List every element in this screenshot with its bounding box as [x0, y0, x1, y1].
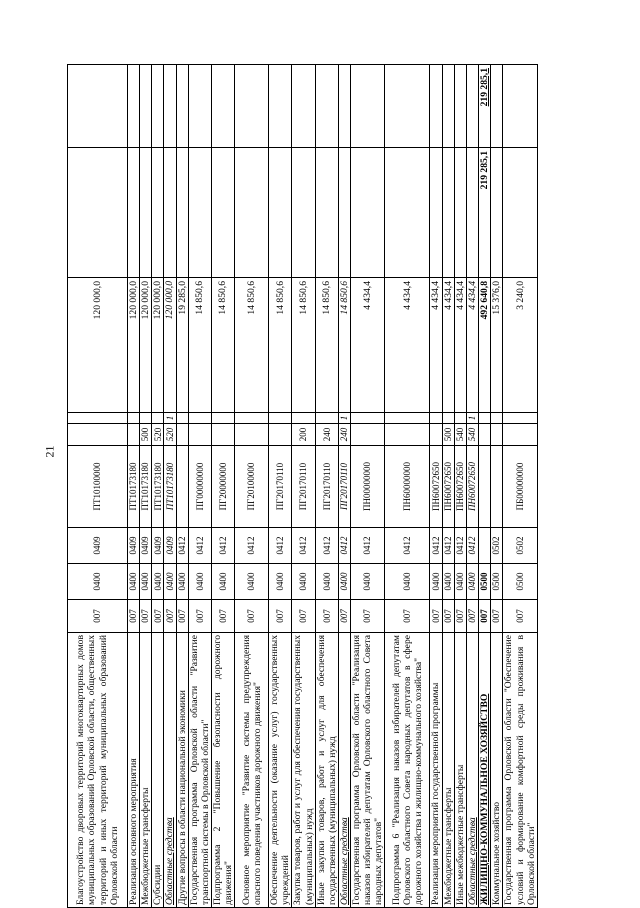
row-subsection-code: 0409 — [68, 528, 128, 564]
row-admin-code: 007 — [503, 600, 538, 633]
row-admin-code: 007 — [211, 600, 234, 633]
row-name: Областные средства — [338, 633, 350, 908]
row-expense-type — [68, 424, 128, 446]
row-expense-type — [478, 424, 490, 446]
row-admin-code: 007 — [292, 600, 315, 633]
row-target-article: ПТ10100000 — [68, 446, 128, 528]
row-expense-type: 200 — [292, 424, 315, 446]
row-target-article: ПН60072650 — [466, 446, 478, 528]
row-amount-3 — [442, 65, 454, 148]
row-subsection-code: 0409 — [140, 528, 152, 564]
row-name: Благоустройство дворовых территорий многоквартирных домов муниципальных образований Орловской области, общественных территорий и иных территорий муниципальных образований Орловской области — [68, 633, 128, 908]
row-subsection-code: 0412 — [351, 528, 385, 564]
row-section-code: 0400 — [235, 564, 269, 600]
row-amount-3 — [211, 65, 234, 148]
row-amount-2 — [351, 148, 385, 278]
row-amount-1: 4 434,4 — [385, 278, 430, 413]
row-target-article: ПН60000000 — [385, 446, 430, 528]
row-section-code: 0400 — [188, 564, 211, 600]
row-amount-3 — [68, 65, 128, 148]
row-amount-3 — [466, 65, 478, 148]
row-source-code — [269, 413, 292, 424]
table-row — [176, 65, 188, 908]
row-section-code: 0400 — [128, 564, 140, 600]
row-expense-type: 240 — [338, 424, 350, 446]
row-expense-type — [188, 424, 211, 446]
row-amount-1: 120 000,0 — [68, 278, 128, 413]
row-amount-1: 14 850,6 — [269, 278, 292, 413]
row-target-article: ПН60072650 — [442, 446, 454, 528]
row-admin-code: 007 — [68, 600, 128, 633]
row-admin-code: 007 — [491, 600, 503, 633]
row-admin-code: 007 — [188, 600, 211, 633]
row-amount-3 — [128, 65, 140, 148]
table-row — [269, 65, 292, 908]
table-row — [68, 65, 128, 908]
rotated-page — [67, 65, 567, 908]
row-target-article — [478, 446, 490, 528]
row-target-article — [176, 446, 188, 528]
row-target-article: ПГ20100000 — [235, 446, 269, 528]
row-admin-code: 007 — [385, 600, 430, 633]
row-section-code: 0400 — [152, 564, 164, 600]
row-subsection-code: 0412 — [430, 528, 442, 564]
row-admin-code: 007 — [338, 600, 350, 633]
row-section-code: 0400 — [338, 564, 350, 600]
row-section-code: 0400 — [385, 564, 430, 600]
row-expense-type — [235, 424, 269, 446]
row-source-code — [442, 413, 454, 424]
row-name: Областные средства — [164, 633, 176, 908]
row-source-code — [68, 413, 128, 424]
row-amount-3 — [454, 65, 466, 148]
row-name: Областные средства — [466, 633, 478, 908]
row-section-code: 0400 — [351, 564, 385, 600]
table-row — [292, 65, 315, 908]
row-section-code: 0400 — [466, 564, 478, 600]
row-subsection-code: 0412 — [315, 528, 338, 564]
row-subsection-code: 0502 — [491, 528, 503, 564]
row-expense-type: 500 — [442, 424, 454, 446]
row-subsection-code: 0409 — [128, 528, 140, 564]
row-amount-3 — [188, 65, 211, 148]
row-source-code — [188, 413, 211, 424]
row-source-code — [140, 413, 152, 424]
row-source-code: 1 — [466, 413, 478, 424]
row-source-code — [152, 413, 164, 424]
row-amount-1: 120 000,0 — [164, 278, 176, 413]
row-amount-3: 219 285,1 — [478, 65, 490, 148]
row-section-code: 0400 — [140, 564, 152, 600]
row-amount-2 — [491, 148, 503, 278]
row-expense-type: 520 — [152, 424, 164, 446]
row-subsection-code: 0409 — [164, 528, 176, 564]
row-section-code: 0400 — [292, 564, 315, 600]
row-admin-code: 007 — [351, 600, 385, 633]
row-name: Государственная программа Орловской области "Развитие транспортной системы в Орловской области" — [188, 633, 211, 908]
row-amount-3 — [235, 65, 269, 148]
row-target-article: ПГ20170110 — [292, 446, 315, 528]
table-row — [430, 65, 442, 908]
row-subsection-code: 0412 — [269, 528, 292, 564]
row-amount-1: 4 434,4 — [430, 278, 442, 413]
row-expense-type — [491, 424, 503, 446]
row-expense-type: 240 — [315, 424, 338, 446]
row-amount-2 — [466, 148, 478, 278]
row-expense-type — [128, 424, 140, 446]
row-name: ЖИЛИЩНО-КОММУНАЛЬНОЕ ХОЗЯЙСТВО — [478, 633, 490, 908]
row-name: Иные межбюджетные трансферты — [454, 633, 466, 908]
table-row — [503, 65, 538, 908]
row-amount-1: 14 850,6 — [188, 278, 211, 413]
row-amount-3 — [385, 65, 430, 148]
row-amount-2 — [315, 148, 338, 278]
row-amount-3 — [503, 65, 538, 148]
row-amount-3 — [315, 65, 338, 148]
row-amount-1: 120 000,0 — [140, 278, 152, 413]
row-amount-3 — [430, 65, 442, 148]
budget-table-container — [67, 65, 567, 908]
row-amount-1: 3 240,0 — [503, 278, 538, 413]
row-target-article: ПГ20170110 — [269, 446, 292, 528]
row-name: Государственная программа Орловской области "Обеспечение условий и формирование комфортной среды проживания в Орловской области" — [503, 633, 538, 908]
row-target-article: ПН60072650 — [430, 446, 442, 528]
row-subsection-code: 0412 — [338, 528, 350, 564]
table-row — [164, 65, 176, 908]
row-expense-type: 500 — [140, 424, 152, 446]
row-source-code — [491, 413, 503, 424]
row-target-article — [491, 446, 503, 528]
row-name: Межбюджетные трансферты — [442, 633, 454, 908]
row-source-code: 1 — [164, 413, 176, 424]
row-admin-code: 007 — [140, 600, 152, 633]
row-admin-code: 007 — [454, 600, 466, 633]
row-amount-2 — [128, 148, 140, 278]
row-amount-3 — [164, 65, 176, 148]
row-amount-2 — [385, 148, 430, 278]
table-row — [152, 65, 164, 908]
row-target-article: ПГ00000000 — [188, 446, 211, 528]
row-expense-type — [176, 424, 188, 446]
row-expense-type — [430, 424, 442, 446]
row-admin-code: 007 — [430, 600, 442, 633]
row-admin-code: 007 — [235, 600, 269, 633]
table-row — [235, 65, 269, 908]
row-amount-1: 4 434,4 — [442, 278, 454, 413]
row-source-code — [454, 413, 466, 424]
row-subsection-code: 0412 — [188, 528, 211, 564]
row-amount-2: 219 285,1 — [478, 148, 490, 278]
row-target-article: ПГ20170110 — [338, 446, 350, 528]
row-expense-type — [351, 424, 385, 446]
row-expense-type — [503, 424, 538, 446]
row-admin-code: 007 — [478, 600, 490, 633]
row-name: Основное мероприятие "Развитие системы предупреждения опасного поведения участников дорожного движения" — [235, 633, 269, 908]
table-row — [140, 65, 152, 908]
row-target-article: ПТ10173180 — [164, 446, 176, 528]
row-amount-1: 14 850,6 — [292, 278, 315, 413]
row-section-code: 0400 — [315, 564, 338, 600]
row-target-article: ПБ00000000 — [503, 446, 538, 528]
row-source-code — [128, 413, 140, 424]
row-amount-1: 14 850,6 — [315, 278, 338, 413]
row-source-code — [292, 413, 315, 424]
row-name: Межбюджетные трансферты — [140, 633, 152, 908]
row-amount-1: 492 640,8 — [478, 278, 490, 413]
row-section-code: 0400 — [269, 564, 292, 600]
row-name: Обеспечение деятельности (оказание услуг) государственных учреждений — [269, 633, 292, 908]
row-amount-3 — [152, 65, 164, 148]
row-section-code: 0400 — [176, 564, 188, 600]
row-amount-1: 120 000,0 — [152, 278, 164, 413]
row-admin-code: 007 — [315, 600, 338, 633]
row-name: Подпрограмма 2 "Повышение безопасности дорожного движения" — [211, 633, 234, 908]
row-amount-1: 14 850,6 — [211, 278, 234, 413]
row-subsection-code: 0412 — [211, 528, 234, 564]
row-name: Подпрограмма 6 "Реализация наказов избирателей депутатам Орловского областного Совета народных депутатов в сфере дорожного хозяйства и жилищно-коммунального хозяйства" — [385, 633, 430, 908]
row-name: Иные закупки товаров, работ и услуг для обеспечения государственных (муниципальных) нужд — [315, 633, 338, 908]
row-amount-2 — [292, 148, 315, 278]
row-subsection-code: 0412 — [466, 528, 478, 564]
row-expense-type — [385, 424, 430, 446]
row-target-article: ПН60072650 — [454, 446, 466, 528]
table-row — [338, 65, 350, 908]
table-row — [478, 65, 490, 908]
table-row — [385, 65, 430, 908]
row-section-code: 0400 — [430, 564, 442, 600]
row-amount-1: 14 850,6 — [235, 278, 269, 413]
table-row — [442, 65, 454, 908]
row-amount-3 — [292, 65, 315, 148]
row-amount-1: 4 434,4 — [466, 278, 478, 413]
row-admin-code: 007 — [442, 600, 454, 633]
row-source-code — [176, 413, 188, 424]
row-target-article: ПТ10173180 — [128, 446, 140, 528]
row-source-code: 1 — [338, 413, 350, 424]
row-amount-2 — [454, 148, 466, 278]
row-source-code — [211, 413, 234, 424]
row-amount-2 — [164, 148, 176, 278]
row-name: Государственная программа Орловской области "Реализация наказов избирателей депутатам Орловского областного Совета народных депутатов" — [351, 633, 385, 908]
row-amount-3 — [338, 65, 350, 148]
row-amount-2 — [269, 148, 292, 278]
row-source-code — [430, 413, 442, 424]
row-amount-3 — [491, 65, 503, 148]
row-amount-3 — [269, 65, 292, 148]
row-subsection-code: 0412 — [292, 528, 315, 564]
row-subsection-code — [478, 528, 490, 564]
row-admin-code: 007 — [176, 600, 188, 633]
row-amount-2 — [152, 148, 164, 278]
row-amount-1: 19 285,0 — [176, 278, 188, 413]
row-amount-1: 4 434,4 — [351, 278, 385, 413]
row-amount-1: 120 000,0 — [128, 278, 140, 413]
row-amount-3 — [351, 65, 385, 148]
row-section-code: 0500 — [491, 564, 503, 600]
row-target-article: ПТ10173180 — [152, 446, 164, 528]
row-amount-2 — [68, 148, 128, 278]
row-name: Другие вопросы в области национальной экономики — [176, 633, 188, 908]
row-admin-code: 007 — [164, 600, 176, 633]
row-section-code: 0400 — [164, 564, 176, 600]
table-row — [211, 65, 234, 908]
row-amount-3 — [140, 65, 152, 148]
row-amount-2 — [140, 148, 152, 278]
row-amount-2 — [176, 148, 188, 278]
row-amount-3 — [176, 65, 188, 148]
table-row — [351, 65, 385, 908]
row-source-code — [315, 413, 338, 424]
budget-table — [67, 64, 538, 908]
row-name: Закупка товаров, работ и услуг для обеспечения государственных (муниципальных) нужд — [292, 633, 315, 908]
row-source-code — [351, 413, 385, 424]
row-expense-type: 520 — [164, 424, 176, 446]
row-section-code: 0500 — [503, 564, 538, 600]
row-target-article: ПГ20170110 — [315, 446, 338, 528]
row-subsection-code: 0412 — [385, 528, 430, 564]
table-row — [454, 65, 466, 908]
table-row — [466, 65, 478, 908]
row-admin-code: 007 — [269, 600, 292, 633]
row-expense-type: 540 — [466, 424, 478, 446]
row-amount-1: 14 850,6 — [338, 278, 350, 413]
row-subsection-code: 0502 — [503, 528, 538, 564]
row-source-code — [503, 413, 538, 424]
row-subsection-code: 0412 — [454, 528, 466, 564]
row-section-code: 0400 — [211, 564, 234, 600]
table-row — [188, 65, 211, 908]
row-subsection-code: 0412 — [442, 528, 454, 564]
row-name: Субсидии — [152, 633, 164, 908]
row-amount-2 — [503, 148, 538, 278]
row-expense-type: 540 — [454, 424, 466, 446]
row-expense-type — [211, 424, 234, 446]
row-section-code: 0400 — [442, 564, 454, 600]
table-row — [491, 65, 503, 908]
table-row — [128, 65, 140, 908]
row-amount-1: 15 376,0 — [491, 278, 503, 413]
row-amount-2 — [235, 148, 269, 278]
row-name: Реализация мероприятий государственной программы — [430, 633, 442, 908]
row-source-code — [235, 413, 269, 424]
row-admin-code: 007 — [128, 600, 140, 633]
row-source-code — [478, 413, 490, 424]
row-name: Реализация основного мероприятия — [128, 633, 140, 908]
row-name: Коммунальное хозяйство — [491, 633, 503, 908]
row-section-code: 0400 — [68, 564, 128, 600]
row-subsection-code: 0412 — [235, 528, 269, 564]
row-source-code — [385, 413, 430, 424]
row-amount-2 — [188, 148, 211, 278]
row-section-code: 0400 — [454, 564, 466, 600]
row-target-article: ПН00000000 — [351, 446, 385, 528]
row-amount-2 — [442, 148, 454, 278]
row-target-article: ПГ20000000 — [211, 446, 234, 528]
row-subsection-code: 0409 — [152, 528, 164, 564]
row-admin-code: 007 — [152, 600, 164, 633]
row-section-code: 0500 — [478, 564, 490, 600]
row-expense-type — [269, 424, 292, 446]
row-amount-2 — [211, 148, 234, 278]
page-number: 21 — [42, 445, 57, 458]
row-amount-2 — [430, 148, 442, 278]
row-admin-code: 007 — [466, 600, 478, 633]
row-target-article: ПТ10173180 — [140, 446, 152, 528]
table-row — [315, 65, 338, 908]
row-subsection-code: 0412 — [176, 528, 188, 564]
row-amount-1: 4 434,4 — [454, 278, 466, 413]
row-amount-2 — [338, 148, 350, 278]
